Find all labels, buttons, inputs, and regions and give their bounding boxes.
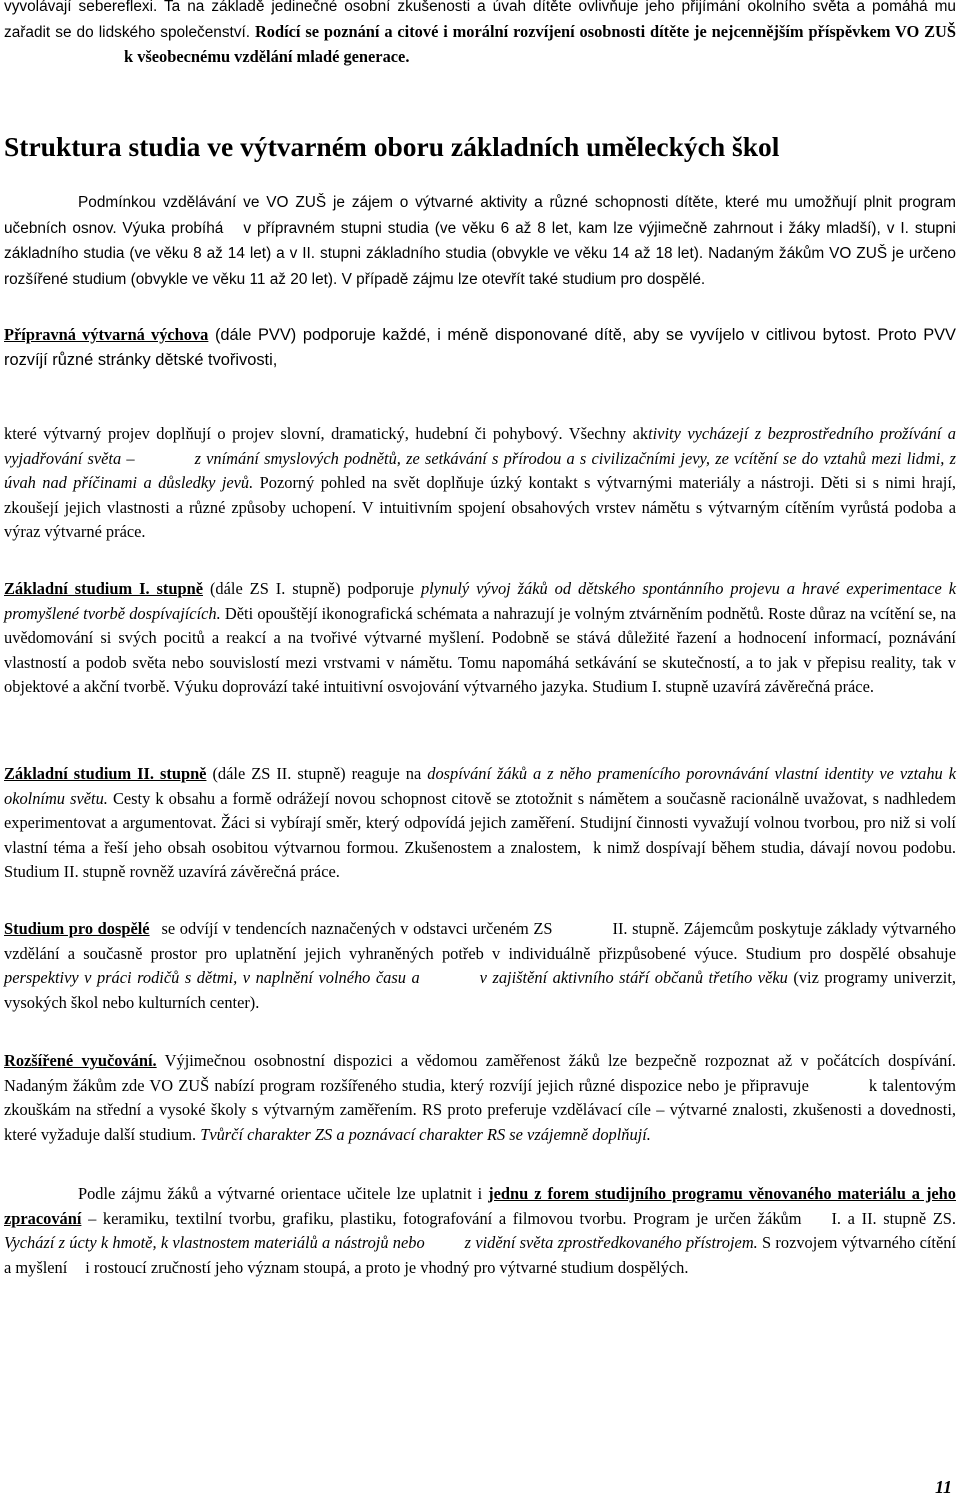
zs1-title: Základní studium I. stupně (4, 579, 203, 598)
zs2-text-a: (dále ZS II. stupně) reaguje na (212, 764, 422, 783)
zs2-italic-a: dospívání žáků a z něho pramenícího porovnávání vlastní identity ve vztahu k okolnímu světu. (4, 764, 956, 808)
intro-paragraph (4, 0, 956, 70)
final-italic-a: Vychází z úcty k hmotě, k vlastnostem materiálů a nástrojů nebo (4, 1233, 425, 1253)
pvv-text-b: které výtvarný projev doplňují o projev slovní, dramatický, hudební či pohybový. Všechny ak (4, 424, 649, 443)
final-bold-underlined: jednu z forem studijního programu věnovaného materiálu a jeho zpracování (4, 1184, 956, 1228)
final-text-a: Podle zájmu žáků a výtvarné orientace učitele lze uplatnit i (78, 1184, 483, 1203)
zs2-title: Základní studium II. stupně (4, 764, 207, 783)
adults-paragraph (4, 917, 956, 1015)
adults-italic-b: v zajištění aktivního stáří občanů třetího věku (479, 968, 788, 988)
structure-text-a: Výuka probíhá (122, 219, 224, 237)
pvv-text-a: (dále PVV) podporuje každé, i méně disponované dítě, aby se vyvíjelo v citlivou bytost. Proto PVV rozvíjí různé stránky dětské tvořivosti, (4, 326, 956, 369)
structure-paragraph (4, 190, 956, 292)
pvv-text-c: Pozorný pohled na svět doplňuje úzký kontakt s výtvarnými materiály a nástroji. Děti si s nimi hrají, zkoušejí jejich vlastnosti a různé způsoby uchopení. V intuitivním spojení obsahových vrstev námětu s výtvarným cítěním vyrůstá podoba a výraz výtvarné práce. (4, 473, 956, 542)
zs2-paragraph (4, 762, 956, 885)
rs-title: Rozšířené vyučování. (4, 1051, 157, 1070)
pvv-paragraph-a (4, 323, 956, 372)
intro-text: vyvolávají sebereflexi. Ta na základě jedinečné osobní zkušenosti a úvah dítěte ovlivňuje jeho přijímání okolního světa a pomáhá mu zařadit se do lidského společenství. (4, 0, 956, 41)
final-text-e: i rostoucí zručností jeho význam stoupá, a proto je vhodný pro výtvarné studium dospělých. (85, 1257, 689, 1277)
structure-sans-text: Podmínkou vzdělávání ve VO ZUŠ je zájem o výtvarné aktivity a různé schopnosti dítěte, které mu umožňují plnit program učebních osnov. (4, 194, 956, 237)
zs1-paragraph (4, 577, 956, 700)
rs-text-a: Výjimečnou osobnostní dispozici a vědomou zaměřenost žáků lze bezpečně rozpoznat až v počátcích dospívání. Nadaným žákům zde VO ZUŠ nabízí program rozšířeného studia, který rozvíjí jejich různé dispozice nebo je připravuje (4, 1051, 956, 1095)
adults-text-b: II. stupně. Zájemcům poskytuje základy výtvarného vzdělání a současně prostor pro uplatnění jejich vyhraněných potřeb v individuálně přizpůsobené výuce. Studium pro dospělé obsahuje (4, 919, 956, 963)
pvv-italic-b: z vnímání smyslových podnětů, ze setkávání s přírodou a s civilizačními jevy, ze vcítění se do vztahů mezi lidmi, z úvah nad příčinami a důsledky jevů. (4, 448, 956, 493)
pvv-title: Přípravná výtvarná výchova (4, 325, 209, 344)
rs-text-b: k talentovým zkouškám na střední a vysoké školy s výtvarným zaměřením. RS proto preferuje vzdělávací cíle – výtvarné znalosti, zkušenosti a dovednosti, které vyžaduje další studium. (4, 1075, 956, 1144)
zs2-text-b: Cesty k obsahu a formě odrážejí novou schopnost citově se ztotožnit s námětem a současně racionálně uvažovat, s nadhledem experimentovat a argumentovat. Žáci si vybírají směr, který odpovídá jejich zaměření. Studijní činnosti vyvažují volnou tvorbou, pro niž si volí vlastní téma a řeší jeho obsah osobitou výtvarnou formou. Zkušenostem a znalostem, (4, 788, 956, 857)
page-number: 11 (934, 1477, 952, 1497)
pvv-paragraph-b (4, 422, 956, 545)
intro-bold-text-b: k všeobecnému vzdělání mladé generace. (124, 47, 410, 67)
zs1-text-a: (dále ZS I. stupně) podporuje (209, 579, 414, 598)
intro-bold-text-a: Rodící se poznání a citové i morální rozvíjení osobnosti dítěte je nejcennějším příspěvkem VO ZUŠ (254, 21, 956, 41)
rs-paragraph (4, 1049, 956, 1147)
zs1-italic-a: plynulý vývoj žáků od dětského spontánního projevu a hravé experimentace k promyšlené tvorbě dospívajících. (4, 579, 956, 623)
final-paragraph (4, 1182, 956, 1280)
rs-italic-a: Tvůrčí charakter ZS a poznávací charakter RS se vzájemně doplňují. (200, 1124, 651, 1144)
adults-title: Studium pro dospělé (4, 919, 150, 938)
final-italic-b: z vidění světa zprostředkovaného přístrojem. (464, 1233, 758, 1253)
adults-text-a: se odvíjí v tendencích naznačených v odstavci určeném ZS (161, 919, 553, 938)
final-text-b: – keramiku, textilní tvorbu, grafiku, plastiku, fotografování a filmovou tvorbu. Program je určen žákům (88, 1208, 802, 1228)
zs1-text-b: Děti opouštějí ikonografická schémata a nahrazují je volným ztvárněním podnětů. Roste důraz na vcítění se, na uvědomování si svých pocitů a reakcí a na tvořivé výtvarné myšlení. Podobně se stává důležité řazení a hodnocení informací, poznávání vlastností a podob světa nebo souvislostí mezi vrstvami v námětu. Tomu napomáhá setkávání se skutečností, a to jak v přepisu reality, tak v objektové a akční tvorbě. Výuku doprovází také intuitivní osvojování výtvarného jazyka. Studium I. stupně uzavírá závěrečná práce. (4, 603, 956, 697)
adults-italic-a: perspektivy v práci rodičů s dětmi, v naplnění volného času a (4, 968, 420, 988)
section-heading: Struktura studia ve výtvarném oboru základních uměleckých škol (4, 131, 780, 162)
structure-text-b: v přípravném stupni studia (ve věku 6 až 8 let, kam lze výjimečně zahrnout i žáky mladší), v I. stupni základního studia (ve věku 8 až 14 let) a v II. stupni základního studia (obvykle ve věku 14 až 18 let). Nadaným žákům VO ZUŠ je určeno rozšířené studium (obvykle ve věku 11 až 20 let). V případě zájmu lze otevřít také studium pro dospělé. (4, 219, 956, 288)
final-text-d: S rozvojem výtvarného cítění a myšlení (4, 1233, 957, 1277)
pvv-italic-a: tivity vycházejí z bezprostředního prožívání a vyjadřování světa – (4, 424, 956, 468)
adults-text-c: (viz programy univerzit, vysokých škol nebo kulturních center). (4, 968, 956, 1012)
final-text-c: I. a II. stupně ZS. (831, 1208, 956, 1228)
zs2-text-c: k nimž dospívají během studia, dávají novou podobu. Studium II. stupně rovněž uzavírá závěrečná práce. (4, 837, 957, 882)
